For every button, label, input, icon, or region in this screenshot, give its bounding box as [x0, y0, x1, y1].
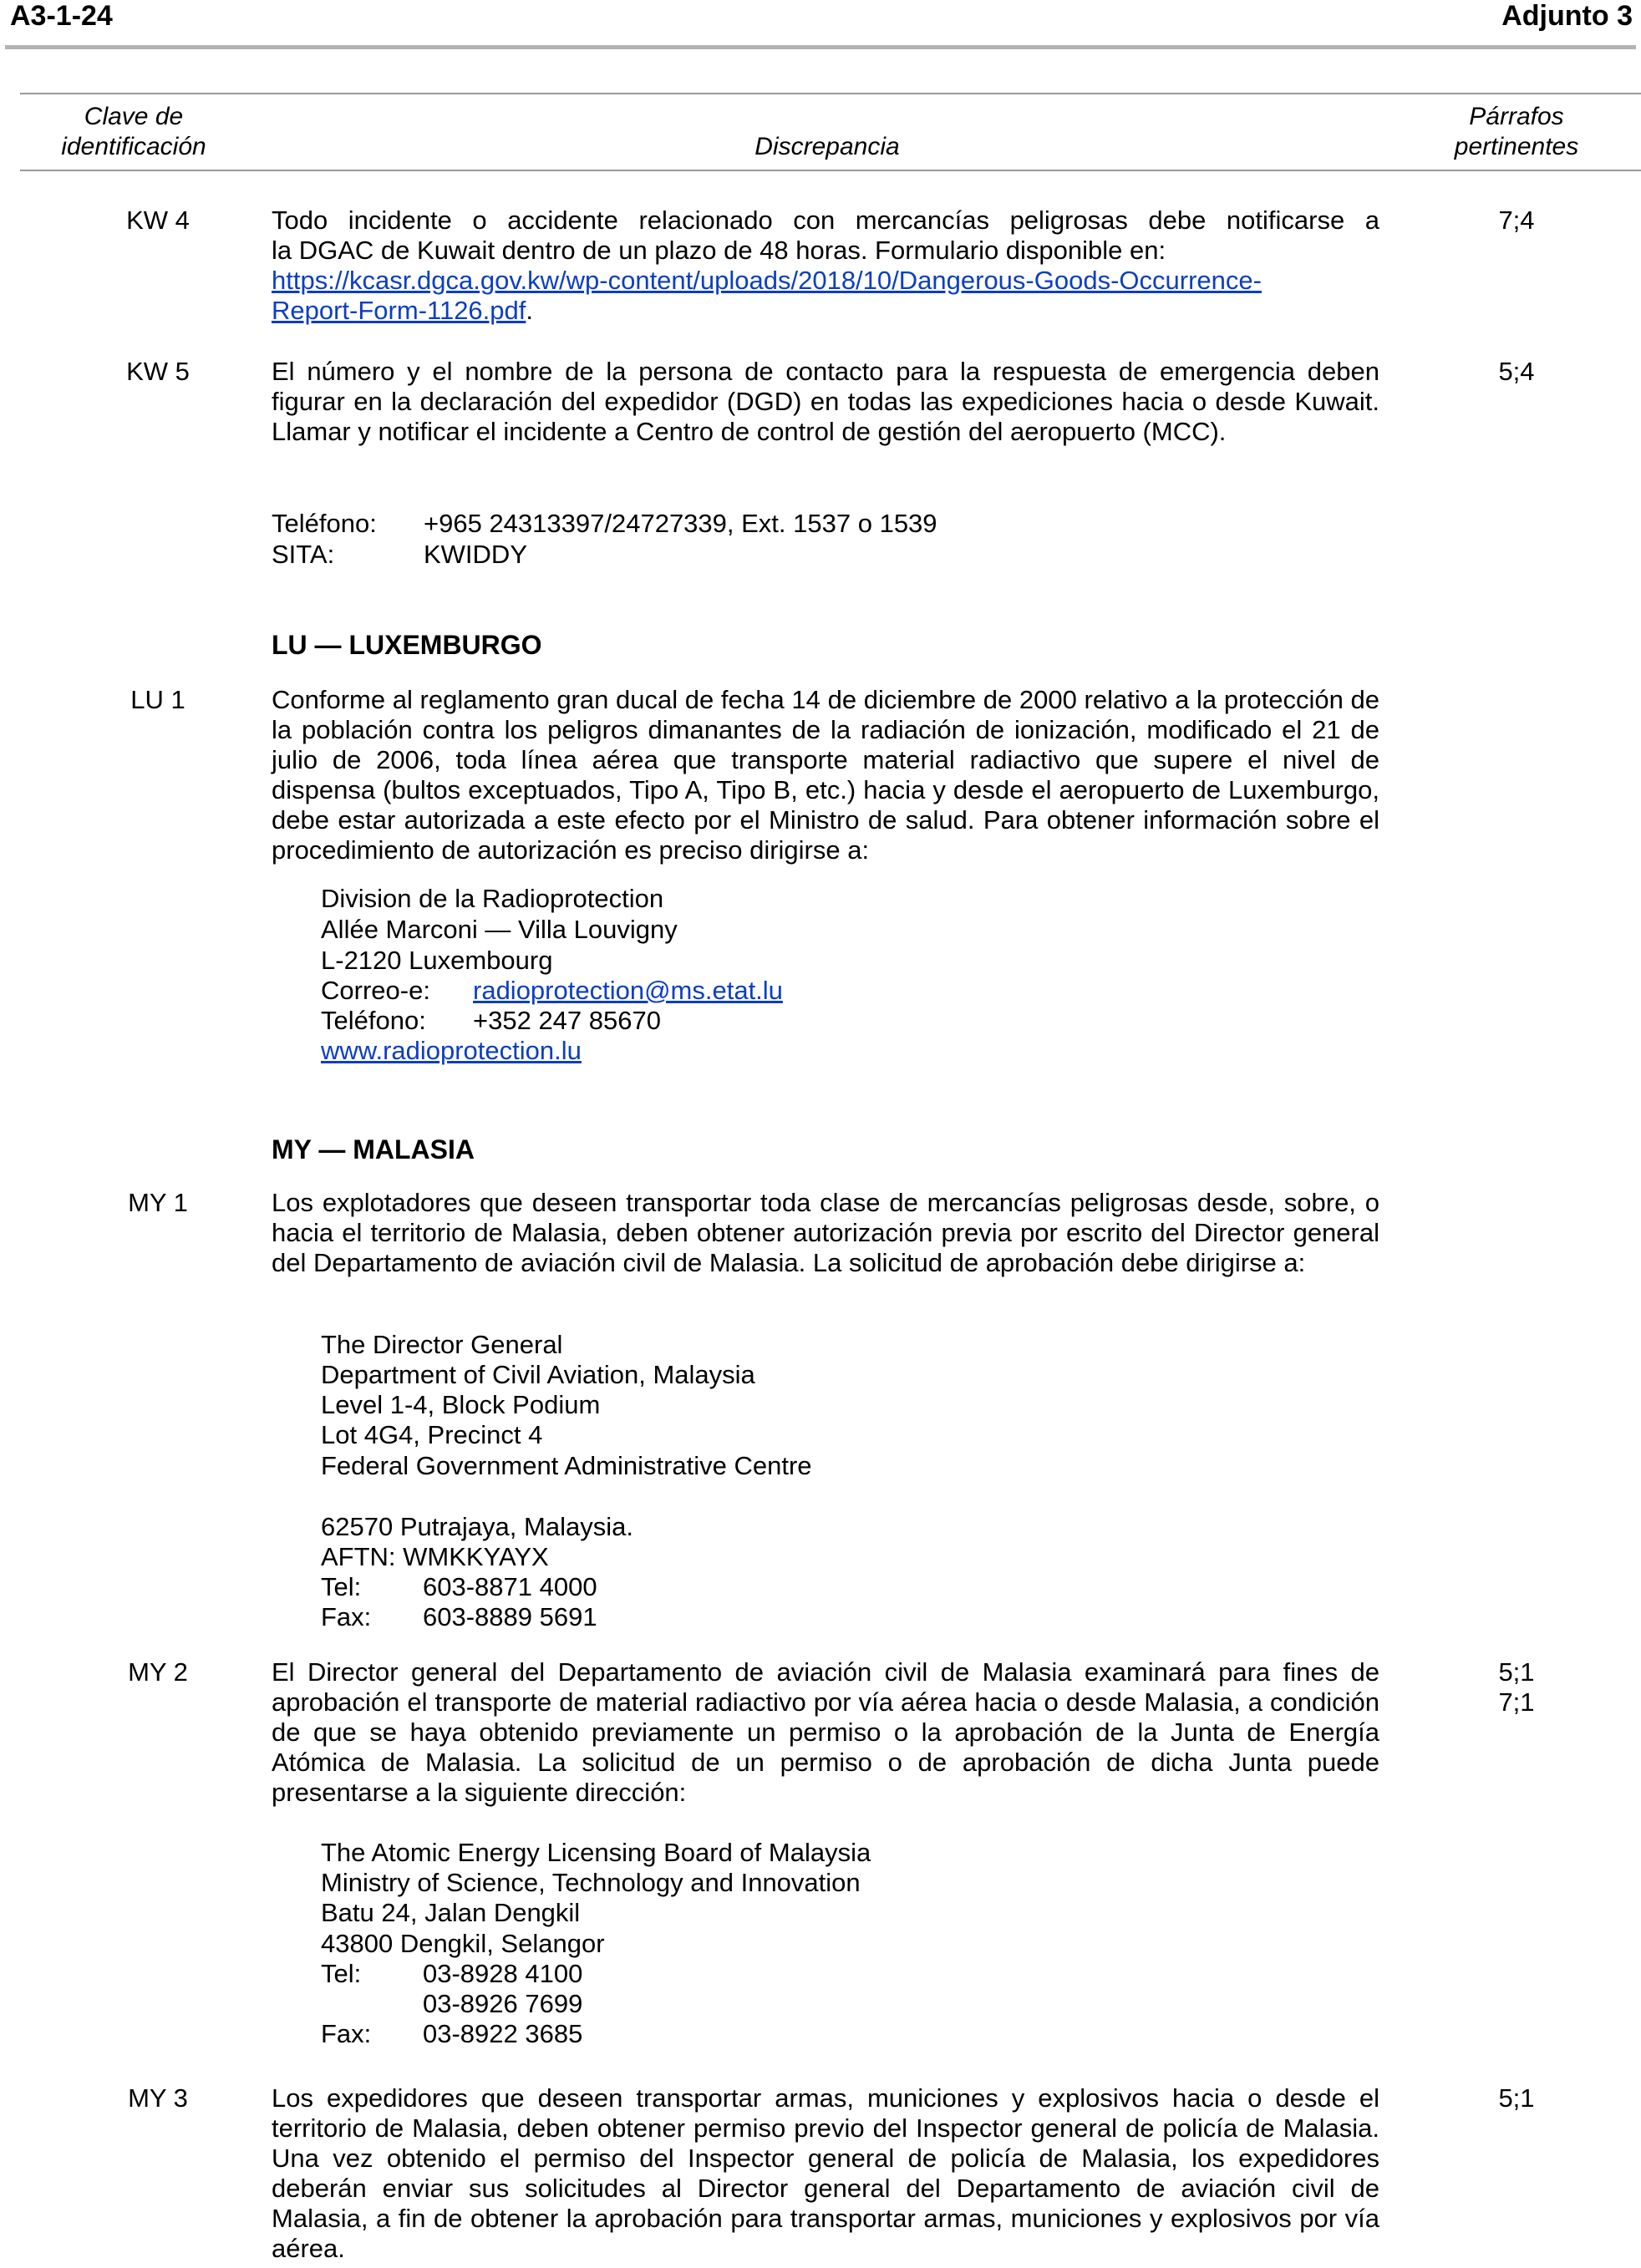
entry-key-kw5: KW 5: [126, 357, 190, 386]
lu-email-line: Correo-e: radioprotection@ms.etat.lu: [321, 976, 783, 1005]
entry-paras-kw5: 5;4: [1498, 357, 1535, 386]
section-heading-malaysia: MY — MALASIA: [272, 1134, 475, 1164]
my2-tel-line: Tel: 03-8928 4100: [321, 1959, 583, 1988]
my1-address-line: Lot 4G4, Precinct 4: [321, 1420, 543, 1449]
entry-text-my2: El Director general del Departamento de aviación civil de Malasia examinará para fines de aprobación el transporte de material radiactivo por vía aérea hacia o desde Malasia, a condición de que se haya obtenido previamente un permiso o la aprobación de la Junta de Energía Atómica de Malasia. La solicitud de un permiso o de aprobación de dicha Junta puede presentarse a la siguiente dirección:: [272, 1657, 1379, 1807]
entry-key-lu1: LU 1: [130, 685, 185, 714]
attachment-label: Adjunto 3: [1501, 0, 1633, 32]
website-link[interactable]: www.radioprotection.lu: [321, 1036, 582, 1065]
my2-address-line: Ministry of Science, Technology and Innovation: [321, 1868, 861, 1897]
table-top-rule: [20, 93, 1641, 94]
page-number: A3-1-24: [10, 0, 113, 32]
lu-phone-line: Teléfono: +352 247 85670: [321, 1006, 661, 1035]
my1-fax-line: Fax: 603-8889 5691: [321, 1602, 597, 1631]
entry-key-kw4: KW 4: [126, 205, 190, 235]
my2-address-line: 43800 Dengkil, Selangor: [321, 1929, 605, 1958]
table-header-rule: [20, 170, 1641, 171]
lu-address-line: Allée Marconi — Villa Louvigny: [321, 915, 678, 944]
my2-address-line: The Atomic Energy Licensing Board of Malaysia: [321, 1838, 871, 1867]
header-divider: [5, 45, 1636, 49]
form-link[interactable]: https://kcasr.dgca.gov.kw/wp-content/uploads/2018/10/Dangerous-Goods-Occurrence-: [272, 266, 1262, 295]
lu-web-line: [321, 1036, 582, 1066]
my2-address-line: Batu 24, Jalan Dengkil: [321, 1898, 581, 1927]
my1-address-line: Department of Civil Aviation, Malaysia: [321, 1360, 755, 1389]
entry-text-lu1: Conforme al reglamento gran ducal de fecha 14 de diciembre de 2000 relativo a la protección de la población contra los peligros dimanantes de la radiación de ionización, modificado el 21 de julio de 2006, toda línea aérea que transporte material radiactivo que supere el nivel de dispensa (bultos exceptuados, Tipo A, Tipo B, etc.) hacia y desde el aeropuerto de Luxemburgo, debe estar autorizada a este efecto por el Ministro de salud. Para obtener información sobre el procedimiento de autorización es preciso dirigirse a:: [272, 685, 1379, 865]
my1-address-line: Federal Government Administrative Centre: [321, 1451, 812, 1480]
kw5-sita-line: SITA: KWIDDY: [272, 540, 527, 569]
my1-address-line: 62570 Putrajaya, Malaysia.: [321, 1512, 633, 1541]
entry-key-my1: MY 1: [128, 1188, 188, 1217]
lu-address-line: Division de la Radioprotection: [321, 884, 664, 913]
my1-aftn-line: AFTN: WMKKYAYX: [321, 1542, 549, 1571]
section-heading-luxembourg: LU — LUXEMBURGO: [272, 630, 542, 660]
my2-fax-line: Fax: 03-8922 3685: [321, 2019, 583, 2048]
form-link-continued[interactable]: Report-Form-1126.pdf: [272, 296, 526, 325]
entry-paras-my2: 5;1 7;1: [1498, 1657, 1535, 1717]
my1-address-line: Level 1-4, Block Podium: [321, 1390, 601, 1419]
entry-text-my1: Los explotadores que deseen transportar toda clase de mercancías peligrosas desde, sobre, o hacia el territorio de Malasia, deben obtener autorización previa por escrito del Director general del Departamento de aviación civil de Malasia. La solicitud de aprobación debe dirigirse a:: [272, 1188, 1379, 1277]
kw5-phone-line: Teléfono: +965 24313397/24727339, Ext. 1537 o 1539: [272, 509, 937, 538]
entry-key-my3: MY 3: [128, 2083, 188, 2113]
email-link[interactable]: radioprotection@ms.etat.lu: [473, 976, 783, 1005]
my1-tel-line: Tel: 603-8871 4000: [321, 1572, 597, 1601]
entry-text-my3: Los expedidores que deseen transportar armas, municiones y explosivos hacia o desde el territorio de Malasia, deben obtener permiso previo del Inspector general de policía de Malasia. Una vez obtenido el permiso del Inspector general de policía de Malasia, los expedidores deberán enviar sus solicitudes al Director general del Departamento de aviación civil de Malasia, a fin de obtener la aprobación para transportar armas, municiones y explosivos por vía aérea.: [272, 2083, 1379, 2263]
column-header-key: Clave de identificación: [61, 103, 206, 160]
my1-address-line: The Director General: [321, 1330, 563, 1359]
entry-paras-my3: 5;1: [1498, 2083, 1535, 2113]
column-header-paragraphs: Párrafos pertinentes: [1454, 103, 1579, 160]
entry-paras-kw4: 7;4: [1498, 205, 1535, 235]
my2-tel-line-2: 03-8926 7699: [423, 1989, 583, 2018]
column-header-discrepancy: Discrepancia: [754, 133, 900, 160]
entry-text-kw5: El número y el nombre de la persona de contacto para la respuesta de emergencia deben figurar en la declaración del expedidor (DGD) en todas las expediciones hacia o desde Kuwait. Llamar y notificar el incidente a Centro de control de gestión del aeropuerto (MCC).: [272, 357, 1379, 446]
entry-key-my2: MY 2: [128, 1657, 188, 1687]
lu-address-line: L-2120 Luxembourg: [321, 946, 553, 975]
entry-text-kw4: Todo incidente o accidente relacionado con mercancías peligrosas debe notificarse a la DGAC de Kuwait dentro de un plazo de 48 horas. Formulario disponible en: https://kcasr.dgca.gov.kw/wp-content/uploads/2018/10/Dangerous-Goods-Occurrence- Report-Form-1126.pdf.: [272, 205, 1379, 325]
